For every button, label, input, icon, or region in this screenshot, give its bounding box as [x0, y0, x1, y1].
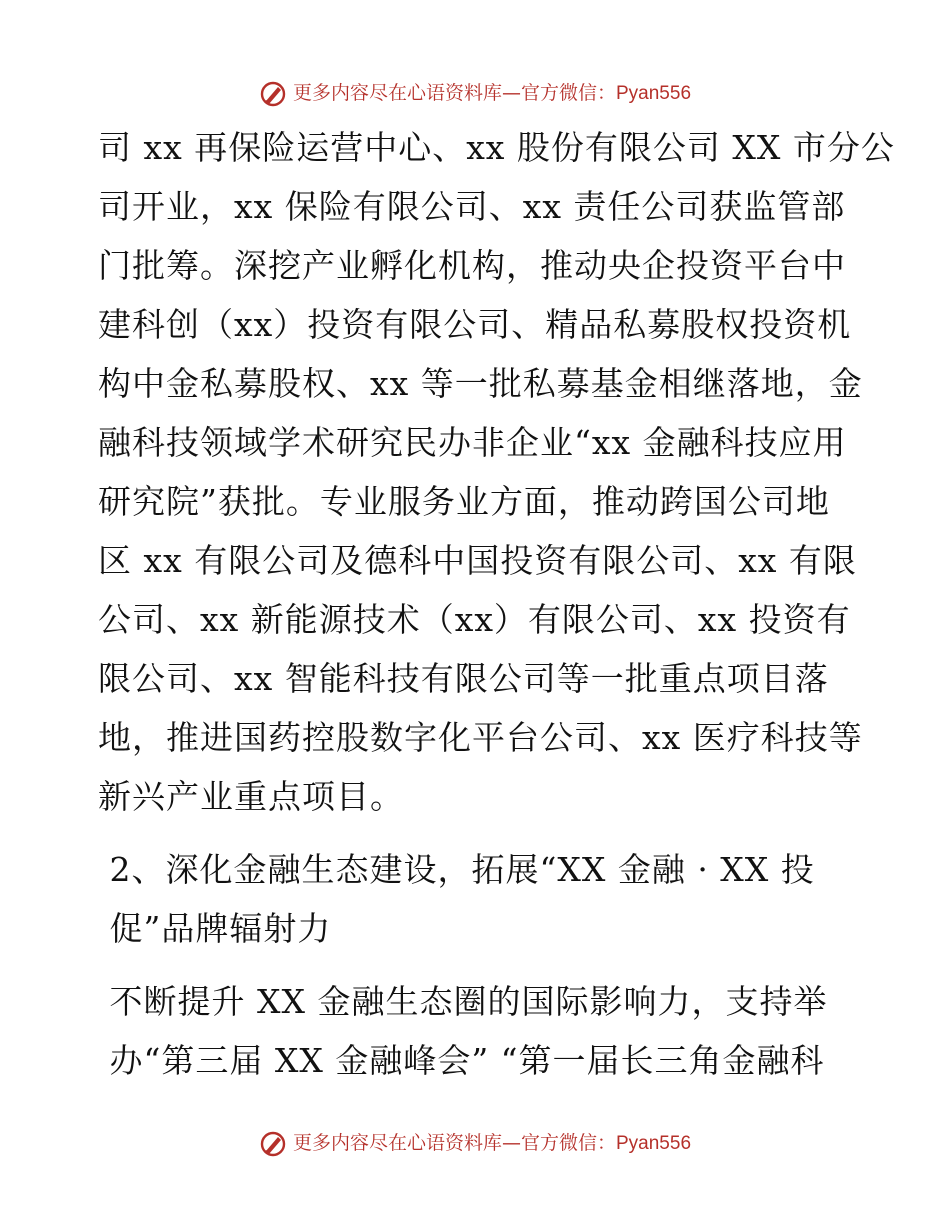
heading-line: 2、深化金融生态建设，拓展“XX 金融 · XX 投: [98, 850, 815, 889]
text-line: 构中金私募股权、xx 等一批私募基金相继落地，金: [98, 364, 863, 403]
watermark-separator: —: [501, 82, 521, 104]
watermark-official-label: 官方微信：: [520, 82, 616, 104]
text-line: 办“第三届 XX 金融峰会” “第一届长三角金融科: [98, 1041, 825, 1080]
text-line: 公司、xx 新能源技术（xx）有限公司、xx 投资有: [98, 600, 851, 639]
text-line: 司 xx 再保险运营中心、xx 股份有限公司 XX 市分公: [98, 128, 895, 167]
section-heading: [98, 840, 858, 958]
text-line: 地，推进国药控股数字化平台公司、xx 医疗科技等: [98, 718, 863, 757]
text-line: 限公司、xx 智能科技有限公司等一批重点项目落: [98, 659, 829, 698]
paragraph-2: [98, 972, 858, 1090]
text-line: 建科创（xx）投资有限公司、精品私募股权投资机: [98, 305, 852, 344]
text-line: 新兴产业重点项目。: [98, 777, 404, 816]
watermark-wechat-id: Pyan556: [616, 83, 692, 104]
watermark-wechat-id: Pyan556: [616, 1133, 692, 1154]
text-line: 司开业，xx 保险有限公司、xx 责任公司获监管部: [98, 187, 846, 226]
paragraph-1: [98, 118, 895, 826]
watermark-header: [0, 78, 950, 108]
pen-logo-icon: [259, 1130, 287, 1158]
watermark-footer: [0, 1128, 950, 1158]
text-line: 区 xx 有限公司及德科中国投资有限公司、xx 有限: [98, 541, 857, 580]
text-line: 门批筹。深挖产业孵化机构，推动央企投资平台中: [98, 246, 846, 285]
heading-line: 促”品牌辐射力: [98, 909, 332, 948]
watermark-separator: —: [501, 1132, 521, 1154]
text-line: 融科技领域学术研究民办非企业“xx 金融科技应用: [98, 423, 847, 462]
text-line: 不断提升 XX 金融生态圈的国际影响力，支持举: [98, 982, 828, 1021]
watermark-main-text: 更多内容尽在心语资料库: [292, 1132, 502, 1154]
pen-logo-icon: [259, 80, 287, 108]
watermark-official-label: 官方微信：: [520, 1132, 616, 1154]
text-line: 研究院”获批。专业服务业方面，推动跨国公司地: [98, 482, 830, 521]
document-body: [98, 118, 895, 1090]
watermark-main-text: 更多内容尽在心语资料库: [292, 82, 502, 104]
